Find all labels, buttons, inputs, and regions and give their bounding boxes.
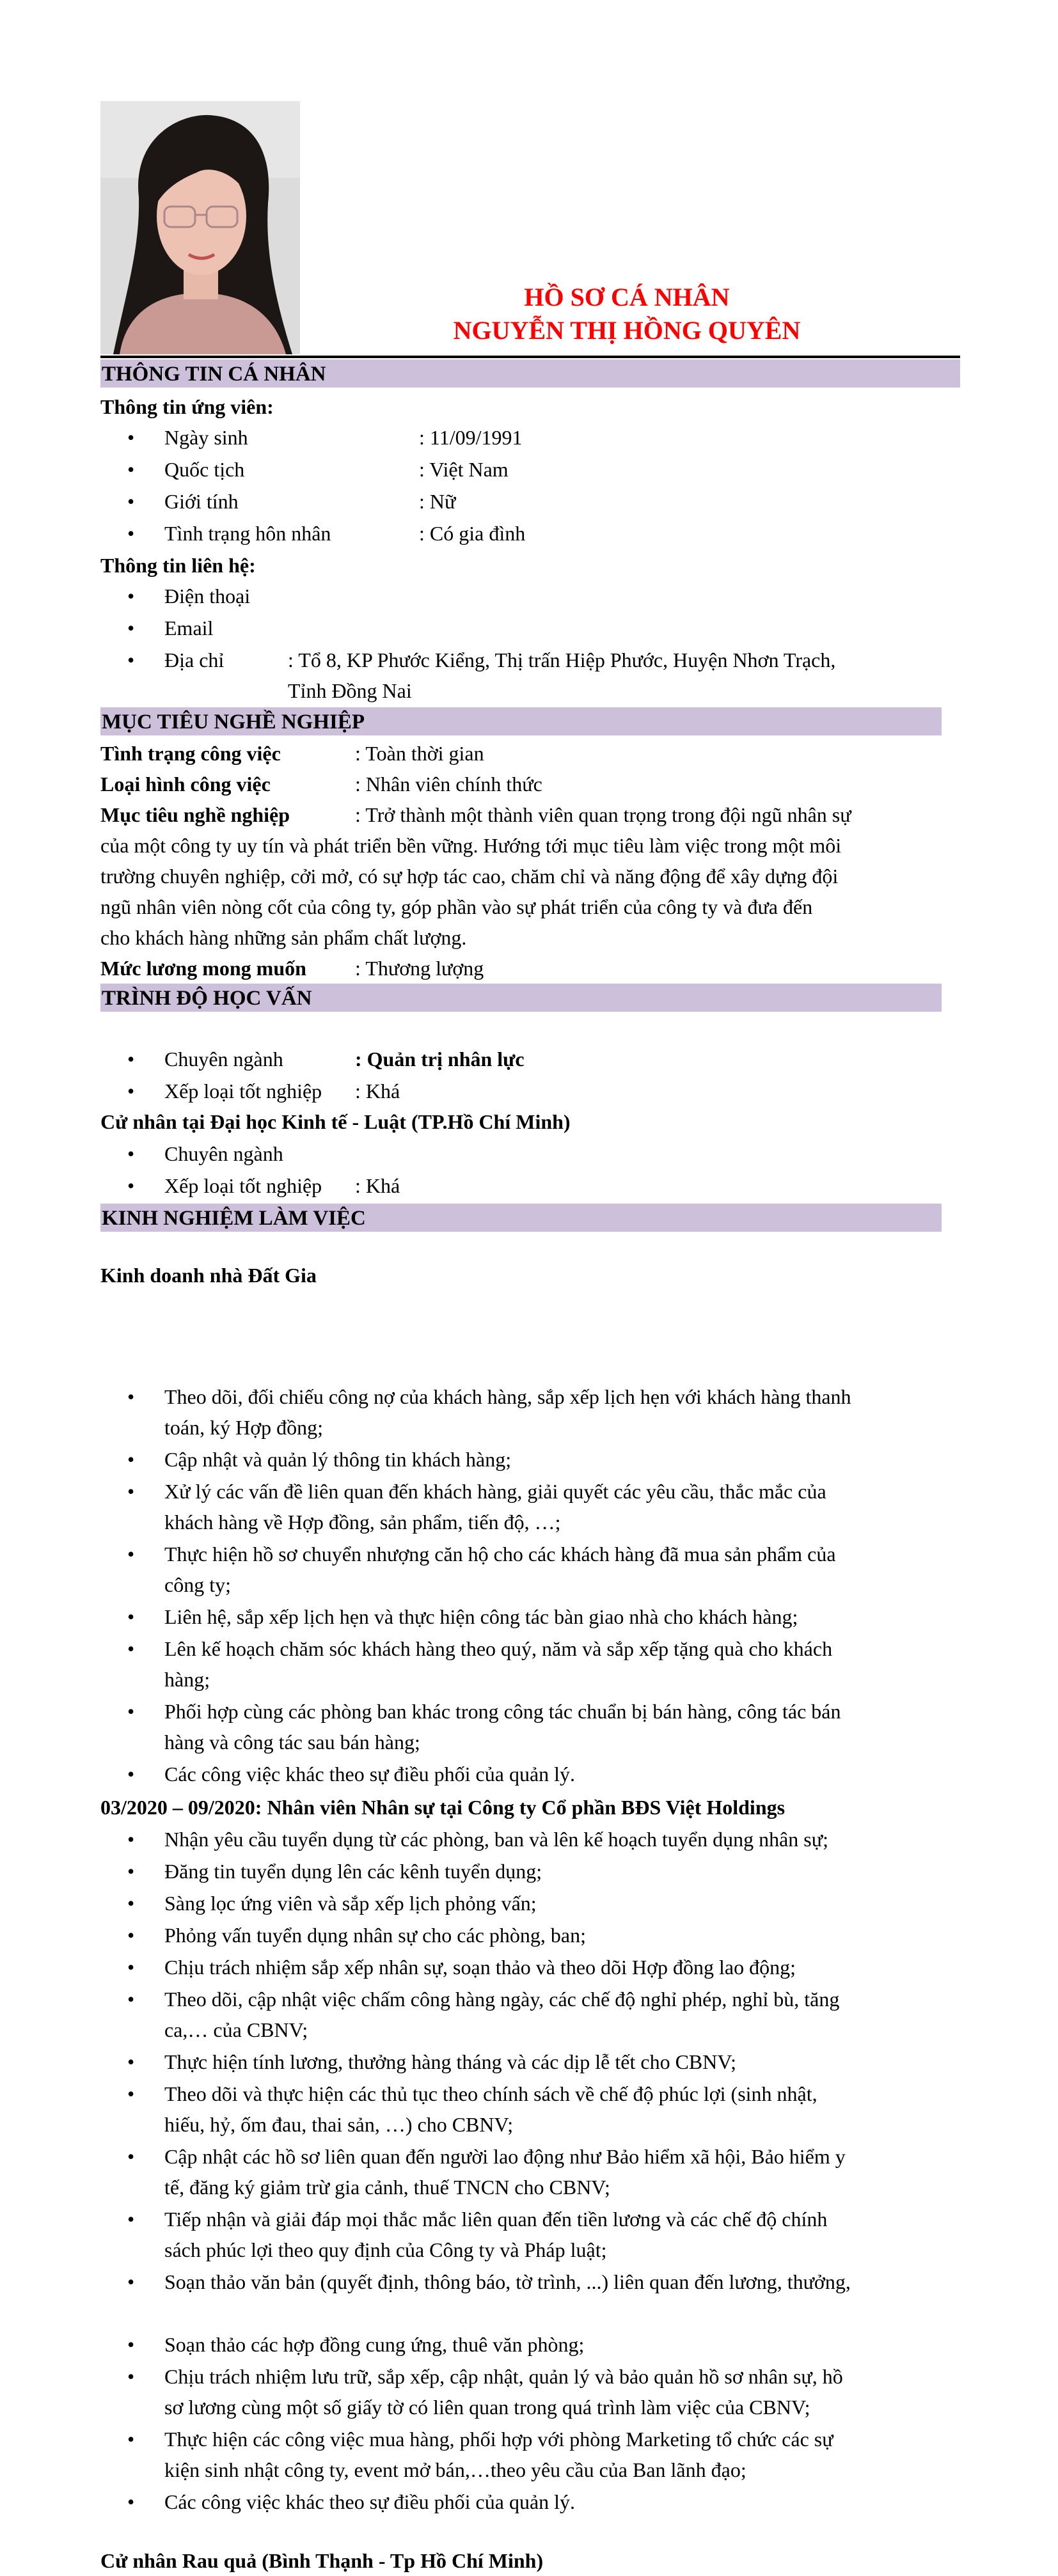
duty-item: Chịu trách nhiệm sắp xếp nhân sự, soạn thảo và theo dõi Hợp đồng lao động; • <box>164 1952 942 1983</box>
duty-item: công ty; <box>164 1573 231 1596</box>
duty-item: Lên kế hoạch chăm sóc khách hàng theo quý, năm và sắp xếp tặng quà cho khách • <box>164 1633 942 1664</box>
bullet-marker: • <box>127 1892 135 1915</box>
field-label-grade-2: • Xếp loại tốt nghiệp <box>164 1170 322 1201</box>
field-label-job-type: Loại hình công việc <box>100 773 271 796</box>
duty-item: Đăng tin tuyển dụng lên các kênh tuyển dụng; • <box>164 1856 942 1887</box>
field-label-nationality: • Quốc tịch <box>164 454 244 485</box>
field-label-goal: Mục tiêu nghề nghiệp <box>100 803 290 826</box>
duty-item: tế, đăng ký giảm trừ gia cảnh, thuế TNCN cho CBNV; <box>164 2176 610 2199</box>
duty-item: Sàng lọc ứng viên và sắp xếp lịch phỏng vấn; • <box>164 1888 942 1919</box>
duty-item: Cập nhật và quản lý thông tin khách hàng; • <box>164 1444 942 1475</box>
field-label-job-status: Tình trạng công việc <box>100 742 281 765</box>
degree-title: Cử nhân tại Đại học Kinh tế - Luật (TP.Hồ Chí Minh) <box>100 1110 571 1133</box>
field-value-major: : Quản trị nhân lực <box>355 1048 525 1071</box>
duty-item: sơ lương cùng một số giấy tờ có liên quan trong quá trình làm việc của CBNV; <box>164 2396 810 2419</box>
duty-item: Liên hệ, sắp xếp lịch hẹn và thực hiện công tác bàn giao nhà cho khách hàng; • <box>164 1601 942 1632</box>
field-label-address: • Địa chỉ <box>164 645 224 675</box>
bullet-marker: • <box>127 1700 135 1723</box>
field-label-gender: • Giới tính <box>164 486 239 517</box>
field-label-email: • Email <box>164 613 213 643</box>
field-value-goal: : Trở thành một thành viên quan trọng trong đội ngũ nhân sự <box>355 803 851 826</box>
bullet-marker: • <box>127 1763 135 1786</box>
bullet-marker: • <box>127 1956 135 1979</box>
bullet-marker: • <box>127 2050 135 2073</box>
title-divider <box>100 356 960 358</box>
duty-item: Soạn thảo văn bản (quyết định, thông báo, tờ trình, ...) liên quan đến lương, thưởng, • <box>164 2266 942 2297</box>
field-value-job-type: : Nhân viên chính thức <box>355 773 542 796</box>
duty-item: Phối hợp cùng các phòng ban khác trong công tác chuẩn bị bán hàng, công tác bán • <box>164 1696 942 1727</box>
candidate-name: NGUYỄN THỊ HỒNG QUYÊN <box>453 316 801 345</box>
field-value-grade: : Khá <box>355 1080 400 1103</box>
goal-line: của một công ty uy tín và phát triển bền vững. Hướng tới mục tiêu làm việc trong một môi <box>100 834 842 857</box>
duty-item: hiếu, hỷ, ốm đau, thai sản, …) cho CBNV; <box>164 2113 514 2136</box>
bullet-marker: • <box>127 1605 135 1628</box>
field-value-address-2: Tỉnh Đồng Nai <box>288 679 412 702</box>
field-label-phone: • Điện thoại <box>164 581 250 611</box>
duty-item: Thực hiện các công việc mua hàng, phối hợp với phòng Marketing tổ chức các sự • <box>164 2424 942 2454</box>
section-heading-education: TRÌNH ĐỘ HỌC VẤN <box>100 984 942 1012</box>
bullet-marker: • <box>127 1480 135 1503</box>
field-label-salary: Mức lương mong muốn <box>100 957 306 980</box>
duty-item: Thực hiện hồ sơ chuyển nhượng căn hộ cho các khách hàng đã mua sản phẩm của • <box>164 1539 942 1569</box>
duty-item: Tiếp nhận và giải đáp mọi thắc mắc liên quan đến tiền lương và các chế độ chính • <box>164 2204 942 2234</box>
section-heading-experience: KINH NGHIỆM LÀM VIỆC <box>100 1204 942 1232</box>
duty-item: Thực hiện tính lương, thưởng hàng tháng và các dịp lễ tết cho CBNV; • <box>164 2046 942 2077</box>
partial-company-line <box>100 1262 484 1287</box>
contact-info-heading: Thông tin liên hệ: <box>100 554 256 577</box>
duty-item: Theo dõi và thực hiện các thủ tục theo chính sách về chế độ phúc lợi (sinh nhật, • <box>164 2078 942 2109</box>
duty-item: Xử lý các vấn đề liên quan đến khách hàng, giải quyết các yêu cầu, thắc mắc của • <box>164 1476 942 1507</box>
bullet-marker: • <box>127 2270 135 2293</box>
partial-company: Kinh doanh nhà Đất Gia <box>100 1264 317 1287</box>
duty-item: sách phúc lợi theo quy định của Công ty và Pháp luật; <box>164 2238 607 2261</box>
resume-title: HỒ SƠ CÁ NHÂN <box>524 283 730 311</box>
field-value-gender: : Nữ <box>419 490 456 513</box>
profile-photo <box>100 101 300 354</box>
duty-item: Các công việc khác theo sự điều phối của quản lý. • <box>164 1759 942 1789</box>
duty-item: Phỏng vấn tuyển dụng nhân sự cho các phòng, ban; • <box>164 1920 942 1951</box>
bullet-marker: • <box>127 2365 135 2388</box>
partial-bottom-line <box>100 2545 740 2572</box>
field-value-nationality: : Việt Nam <box>419 458 509 481</box>
field-label-major: • Chuyên ngành <box>164 1044 283 1074</box>
bullet-marker: • <box>127 2490 135 2513</box>
duty-item: ca,… của CBNV; <box>164 2018 308 2041</box>
bullet-marker: • <box>127 2428 135 2451</box>
bullet-marker: • <box>127 2145 135 2168</box>
field-value-salary: : Thương lượng <box>355 957 484 980</box>
bullet-marker: • <box>127 1988 135 2011</box>
goal-line: cho khách hàng những sản phẩm chất lượng. <box>100 926 467 949</box>
duty-item: kiện sinh nhật công ty, event mở bán,…theo yêu cầu của Ban lãnh đạo; <box>164 2458 746 2481</box>
bullet-marker: • <box>127 2333 135 2356</box>
bullet-marker: • <box>127 1543 135 1566</box>
duty-item: hàng; <box>164 1668 210 1691</box>
field-value-job-status: : Toàn thời gian <box>355 742 484 765</box>
job2-title: 03/2020 – 09/2020: Nhân viên Nhân sự tại Công ty Cổ phần BĐS Việt Holdings <box>100 1796 786 1819</box>
field-label-marital: • Tình trạng hôn nhân <box>164 518 331 549</box>
candidate-info-heading: Thông tin ứng viên: <box>100 395 274 418</box>
bullet-marker: • <box>127 1448 135 1471</box>
bullet-marker: • <box>127 1924 135 1947</box>
field-label-dob: • Ngày sinh <box>164 422 248 453</box>
duty-item: Cập nhật các hồ sơ liên quan đến người lao động như Bảo hiểm xã hội, Bảo hiểm y • <box>164 2141 942 2172</box>
section-heading-career: MỤC TIÊU NGHỀ NGHIỆP <box>100 707 942 735</box>
bullet-marker: • <box>127 1637 135 1660</box>
bullet-marker: • <box>127 2208 135 2231</box>
field-value-grade-2: : Khá <box>355 1174 400 1197</box>
duty-item: hàng và công tác sau bán hàng; <box>164 1731 420 1754</box>
field-label-major-2: • Chuyên ngành <box>164 1138 283 1169</box>
duty-item: khách hàng về Hợp đồng, sản phẩm, tiến độ, …; <box>164 1511 561 1534</box>
field-value-address: : Tổ 8, KP Phước Kiểng, Thị trấn Hiệp Phước, Huyện Nhơn Trạch, <box>288 648 836 671</box>
bullet-marker: • <box>127 2082 135 2105</box>
duty-item: Theo dõi, đối chiếu công nợ của khách hàng, sắp xếp lịch hẹn với khách hàng thanh • <box>164 1381 942 1412</box>
duty-item: Các công việc khác theo sự điều phối của quản lý. • <box>164 2486 942 2517</box>
duty-item: toán, ký Hợp đồng; <box>164 1416 324 1439</box>
field-value-dob: : 11/09/1991 <box>419 426 523 449</box>
duty-item: Nhận yêu cầu tuyển dụng từ các phòng, ban và lên kế hoạch tuyển dụng nhân sự; • <box>164 1824 942 1855</box>
goal-line: trường chuyên nghiệp, cởi mở, có sự hợp tác cao, chăm chỉ và năng động để xây dựng đội <box>100 865 839 888</box>
duty-item: Soạn thảo các hợp đồng cung ứng, thuê văn phòng; • <box>164 2329 942 2360</box>
bullet-marker: • <box>127 1860 135 1883</box>
field-value-marital: : Có gia đình <box>419 522 526 545</box>
duty-item: Theo dõi, cập nhật việc chấm công hàng ngày, các chế độ nghỉ phép, nghỉ bù, tăng • <box>164 1984 942 2014</box>
section-heading-personal: THÔNG TIN CÁ NHÂN <box>100 359 960 388</box>
bullet-marker: • <box>127 1828 135 1851</box>
goal-line: ngũ nhân viên nòng cốt của công ty, góp phần vào sự phát triển của công ty và đưa đến <box>100 895 813 918</box>
bullet-marker: • <box>127 1385 135 1408</box>
duty-item: Chịu trách nhiệm lưu trữ, sắp xếp, cập nhật, quản lý và bảo quản hồ sơ nhân sự, hồ • <box>164 2361 942 2392</box>
partial-bottom: Cử nhân Rau quả (Bình Thạnh - Tp Hồ Chí Minh) <box>100 2549 544 2572</box>
field-label-grade: • Xếp loại tốt nghiệp <box>164 1076 322 1106</box>
